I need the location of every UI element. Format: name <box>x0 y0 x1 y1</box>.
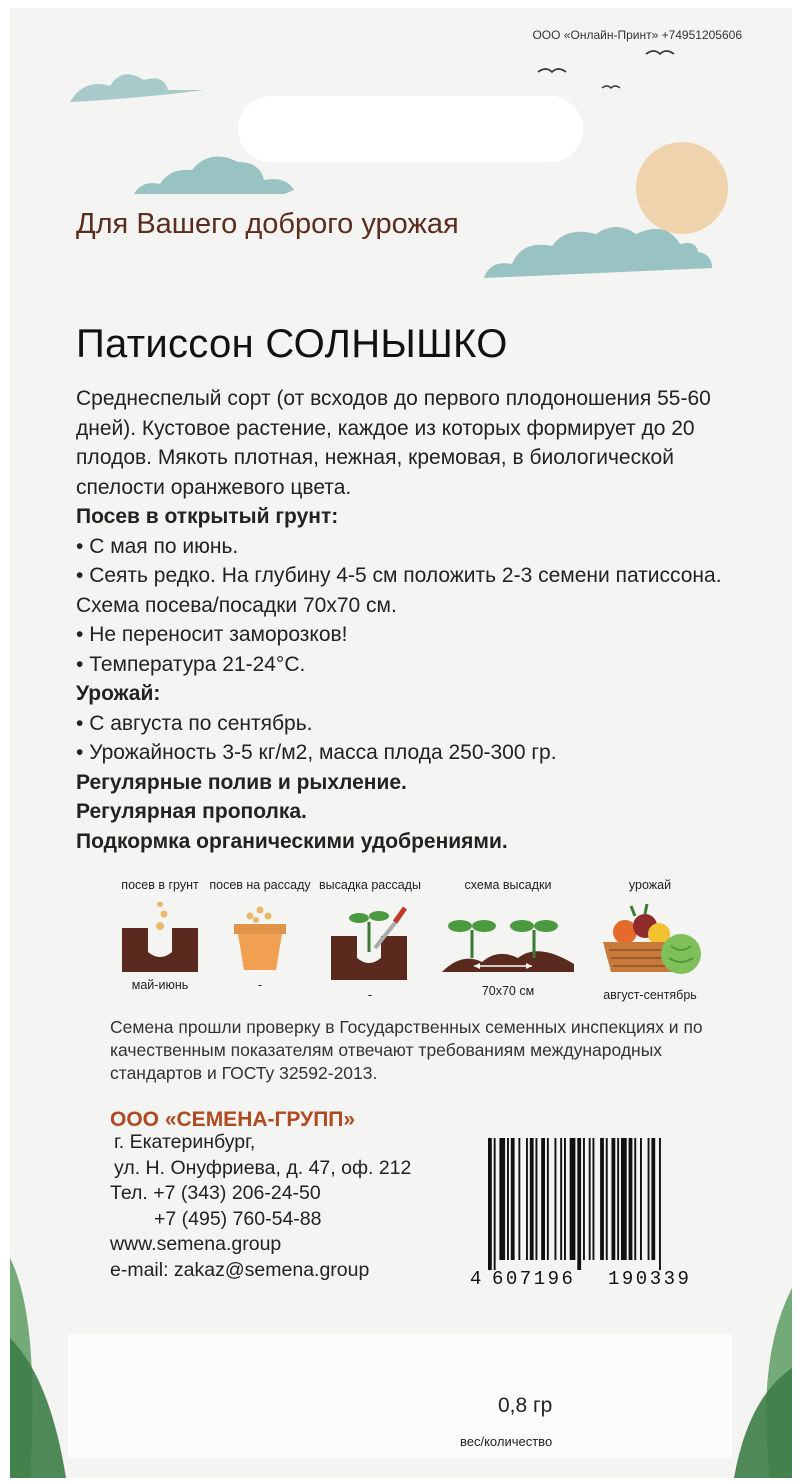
icon-label: урожай <box>628 878 672 892</box>
company-name: ООО «СЕМЕНА-ГРУПП» <box>110 1108 356 1131</box>
company-street: ул. Н. Онуфриева, д. 47, оф. 212 <box>114 1156 412 1179</box>
hang-hole <box>238 96 583 162</box>
icon-label: схема высадки <box>464 878 552 892</box>
barcode-bar <box>612 1138 616 1260</box>
company-phone-2: +7 (495) 760-54-88 <box>154 1207 322 1230</box>
barcode-bar <box>518 1138 520 1260</box>
barcode-digits-left: 607196 <box>492 1268 576 1290</box>
barcode-bar <box>560 1138 562 1260</box>
barcode-bars <box>488 1138 661 1270</box>
sowing-heading: Посев в открытый грунт: <box>76 505 339 528</box>
cloud-icon <box>70 74 204 102</box>
barcode-bar <box>593 1138 595 1260</box>
icon-harvest <box>588 878 712 1002</box>
product-title: Патиссон СОЛНЫШКО <box>76 322 508 366</box>
barcode-bar <box>629 1138 633 1260</box>
bird-icon <box>646 51 674 54</box>
sun-icon <box>636 142 728 234</box>
care-item: Регулярная прополка. <box>76 800 307 823</box>
list-item: • С августа по сентябрь. <box>76 709 756 739</box>
leaf-icon <box>10 1338 66 1478</box>
icon-label: посев в грунт <box>121 878 199 892</box>
harvest-basket-icon <box>595 902 705 982</box>
bird-icon <box>538 69 566 72</box>
barcode-bar <box>511 1138 515 1260</box>
list-item: • Урожайность 3-5 кг/м2, масса плода 250-300 гр. <box>76 738 756 768</box>
icon-sowing-seedlings <box>198 878 322 992</box>
icon-label: высадка рассады <box>319 878 421 892</box>
icon-caption: - <box>257 978 263 992</box>
barcode <box>468 1136 726 1296</box>
barcode-bar <box>640 1138 642 1260</box>
barcode-bar <box>606 1138 608 1260</box>
icon-caption: - <box>367 988 373 1002</box>
barcode-bar <box>570 1138 576 1260</box>
list-item: • С мая по июнь. <box>76 532 756 562</box>
bird-icon <box>602 86 620 88</box>
barcode-digits-right: 190339 <box>608 1268 692 1290</box>
weight-panel <box>68 1334 732 1458</box>
barcode-bar <box>541 1138 545 1260</box>
certification-text: Семена прошли проверку в Государственных семенных инспекциях и по качественным показателям отвечают требованиям международных стандартов и ГОСТу 32592-2013. <box>110 1017 703 1083</box>
barcode-bar <box>589 1138 591 1260</box>
flower-pot-icon <box>220 902 300 972</box>
icon-label: посев на рассаду <box>209 878 311 892</box>
list-item: • Не переносит заморозков! <box>76 620 756 650</box>
icon-planting-seedlings <box>308 878 432 1002</box>
barcode-bar <box>494 1138 496 1270</box>
barcode-bar <box>659 1138 661 1270</box>
company-address <box>110 1130 411 1283</box>
product-text <box>76 384 756 856</box>
barcode-bar <box>526 1138 528 1260</box>
company-email[interactable]: e-mail: zakaz@semena.group <box>110 1258 370 1281</box>
care-item: Подкормка органическими удобрениями. <box>76 829 508 853</box>
barcode-bar <box>499 1138 505 1260</box>
company-website[interactable]: www.semena.group <box>110 1233 282 1255</box>
weight-label: вес/количество <box>460 1434 553 1449</box>
barcode-bar <box>555 1138 557 1260</box>
care-item: Регулярные полив и рыхление. <box>76 770 407 794</box>
barcode-bar <box>536 1138 538 1260</box>
barcode-bar <box>648 1138 650 1260</box>
cloud-icon <box>134 157 294 194</box>
barcode-bar <box>621 1138 627 1260</box>
description: Среднеспелый сорт (от всходов до первого плодоношения 55-60 дней). Кустовое растение, каждое из которых формирует до 20 плодов. Мякоть плотная, нежная, кремовая, в биологической спелости оранжевого цвета. <box>76 387 711 499</box>
planting-icons <box>98 878 718 1008</box>
icon-caption: август-сентябрь <box>603 988 697 1002</box>
barcode-bar <box>507 1138 509 1260</box>
barcode-bar <box>600 1138 604 1260</box>
barcode-bar <box>617 1138 619 1260</box>
company-phone-1: Тел. +7 (343) 206-24-50 <box>110 1182 321 1204</box>
weight-value: 0,8 гр <box>498 1394 553 1417</box>
seedling-planting-icon <box>325 902 415 982</box>
barcode-bar <box>583 1138 585 1260</box>
planting-scheme-icon <box>438 902 578 978</box>
soil-seed-icon <box>120 902 200 972</box>
barcode-bar <box>547 1138 549 1260</box>
barcode-digit-first: 4 <box>470 1268 482 1290</box>
seed-packet-back <box>10 8 792 1478</box>
list-item: • Сеять редко. На глубину 4-5 см положить 2-3 семени патиссона. Схема посева/посадки 70х70 см. <box>76 561 756 620</box>
slogan: Для Вашего доброго урожая <box>76 208 459 240</box>
barcode-bar <box>564 1138 566 1260</box>
icon-caption: май-июнь <box>131 978 189 992</box>
barcode-bar <box>634 1138 636 1260</box>
barcode-bar <box>530 1138 534 1260</box>
barcode-bar <box>577 1138 581 1270</box>
list-item: • Температура 21-24°С. <box>76 650 756 680</box>
leaf-icon <box>734 1368 792 1478</box>
printer-info: ООО «Онлайн-Принт» +74951205606 <box>532 28 742 42</box>
icon-planting-scheme <box>428 878 588 998</box>
icon-caption: 70х70 см <box>481 984 535 998</box>
cloud-icon <box>484 227 712 278</box>
barcode-bar <box>488 1138 492 1270</box>
company-city: г. Екатеринбург, <box>114 1131 256 1153</box>
barcode-bar <box>651 1138 655 1260</box>
harvest-heading: Урожай: <box>76 682 161 705</box>
